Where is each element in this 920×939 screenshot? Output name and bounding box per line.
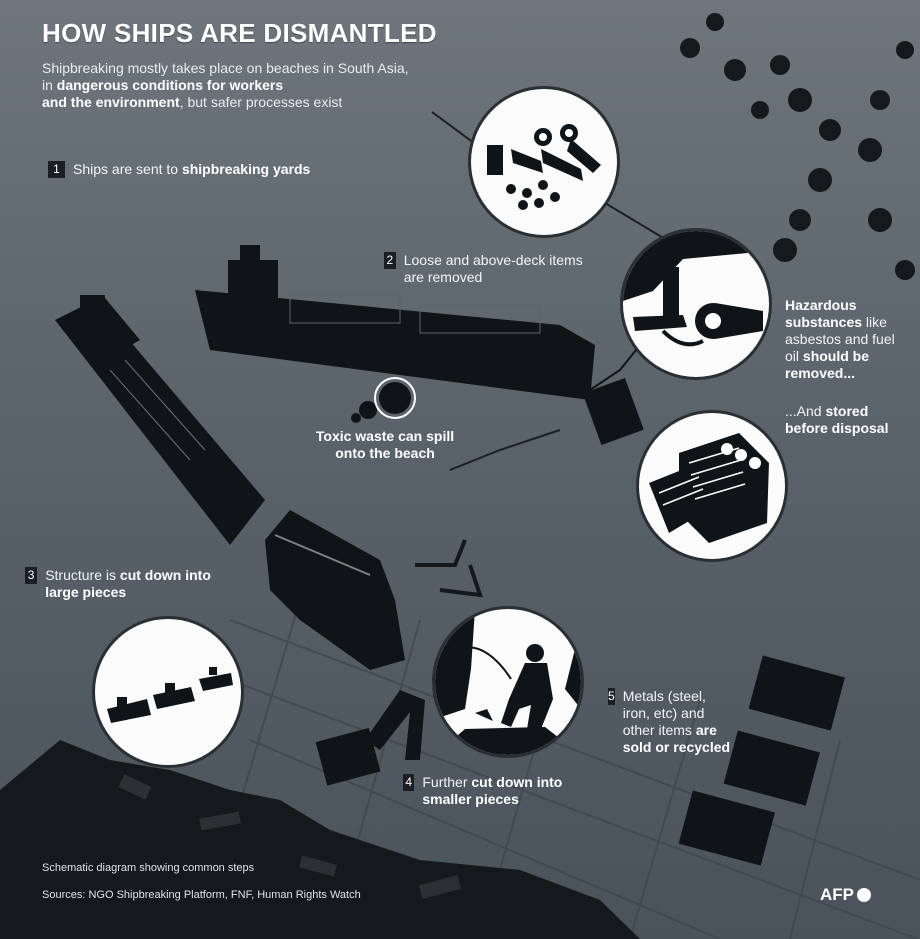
step-bold: are sold or recycled bbox=[622, 722, 731, 755]
footer-note: Schematic diagram showing common steps bbox=[42, 862, 255, 874]
intro-in: in bbox=[42, 77, 57, 93]
step-text: Further bbox=[422, 774, 472, 790]
stored-illustration bbox=[639, 413, 785, 559]
large-pieces-illustration bbox=[95, 619, 241, 765]
step-text: Loose and above-deck items are removed bbox=[403, 252, 583, 285]
step-text: Ships are sent to bbox=[73, 161, 182, 177]
step-3 bbox=[25, 567, 225, 601]
circle-hazardous bbox=[620, 228, 772, 380]
step-number: 2 bbox=[384, 252, 396, 269]
intro-text bbox=[42, 60, 502, 111]
intro-tail: , but safer processes exist bbox=[179, 94, 343, 110]
hazard-text bbox=[785, 297, 910, 382]
step-bold: shipbreaking yards bbox=[181, 161, 311, 177]
footer-sources: Sources: NGO Shipbreaking Platform, FNF, Human Rights Watch bbox=[42, 889, 361, 901]
loose-items-illustration bbox=[471, 89, 617, 235]
page-title: HOW SHIPS ARE DISMANTLED bbox=[42, 18, 437, 48]
step-5 bbox=[608, 688, 733, 756]
step-1 bbox=[48, 161, 318, 178]
step-number: 3 bbox=[25, 567, 37, 584]
afp-logo-dot bbox=[857, 888, 871, 902]
afp-logo bbox=[820, 885, 871, 905]
step-number: 1 bbox=[48, 161, 65, 178]
step-4 bbox=[403, 774, 583, 808]
excavator bbox=[316, 690, 425, 786]
step-number: 5 bbox=[608, 689, 615, 703]
step-bold: cut down into smaller pieces bbox=[422, 774, 563, 807]
hazardous-illustration bbox=[623, 231, 769, 377]
crack-line bbox=[450, 430, 560, 470]
hazard-bold-2: should be removed... bbox=[785, 348, 870, 381]
step-bold: cut down into large pieces bbox=[45, 567, 211, 600]
hazard-normal: like asbestos and fuel oil bbox=[785, 314, 895, 364]
afp-logo-text: AFP bbox=[820, 885, 854, 904]
circle-large-pieces bbox=[92, 616, 244, 768]
stored-bold: stored before disposal bbox=[785, 403, 889, 436]
cutter-illustration bbox=[435, 609, 581, 755]
circle-smaller-pieces bbox=[432, 606, 584, 758]
step-text: Metals (steel, iron, etc) and other items bbox=[622, 688, 706, 738]
intro-bold-2: and the environment bbox=[42, 94, 180, 110]
step-2 bbox=[384, 252, 584, 286]
circle-loose-items bbox=[468, 86, 620, 238]
intro-bold-1: dangerous conditions for workers bbox=[56, 77, 284, 93]
circle-stored bbox=[636, 410, 788, 562]
intro-line-1: Shipbreaking mostly takes place on beaches in South Asia, bbox=[42, 60, 409, 76]
stored-normal: ...And bbox=[785, 403, 826, 419]
toxic-waste-label: Toxic waste can spill onto the beach bbox=[315, 428, 455, 461]
step-text: Structure is bbox=[45, 567, 120, 583]
step-number: 4 bbox=[403, 774, 414, 791]
stored-text bbox=[785, 403, 910, 437]
hazard-bold: Hazardous substances bbox=[785, 297, 863, 330]
